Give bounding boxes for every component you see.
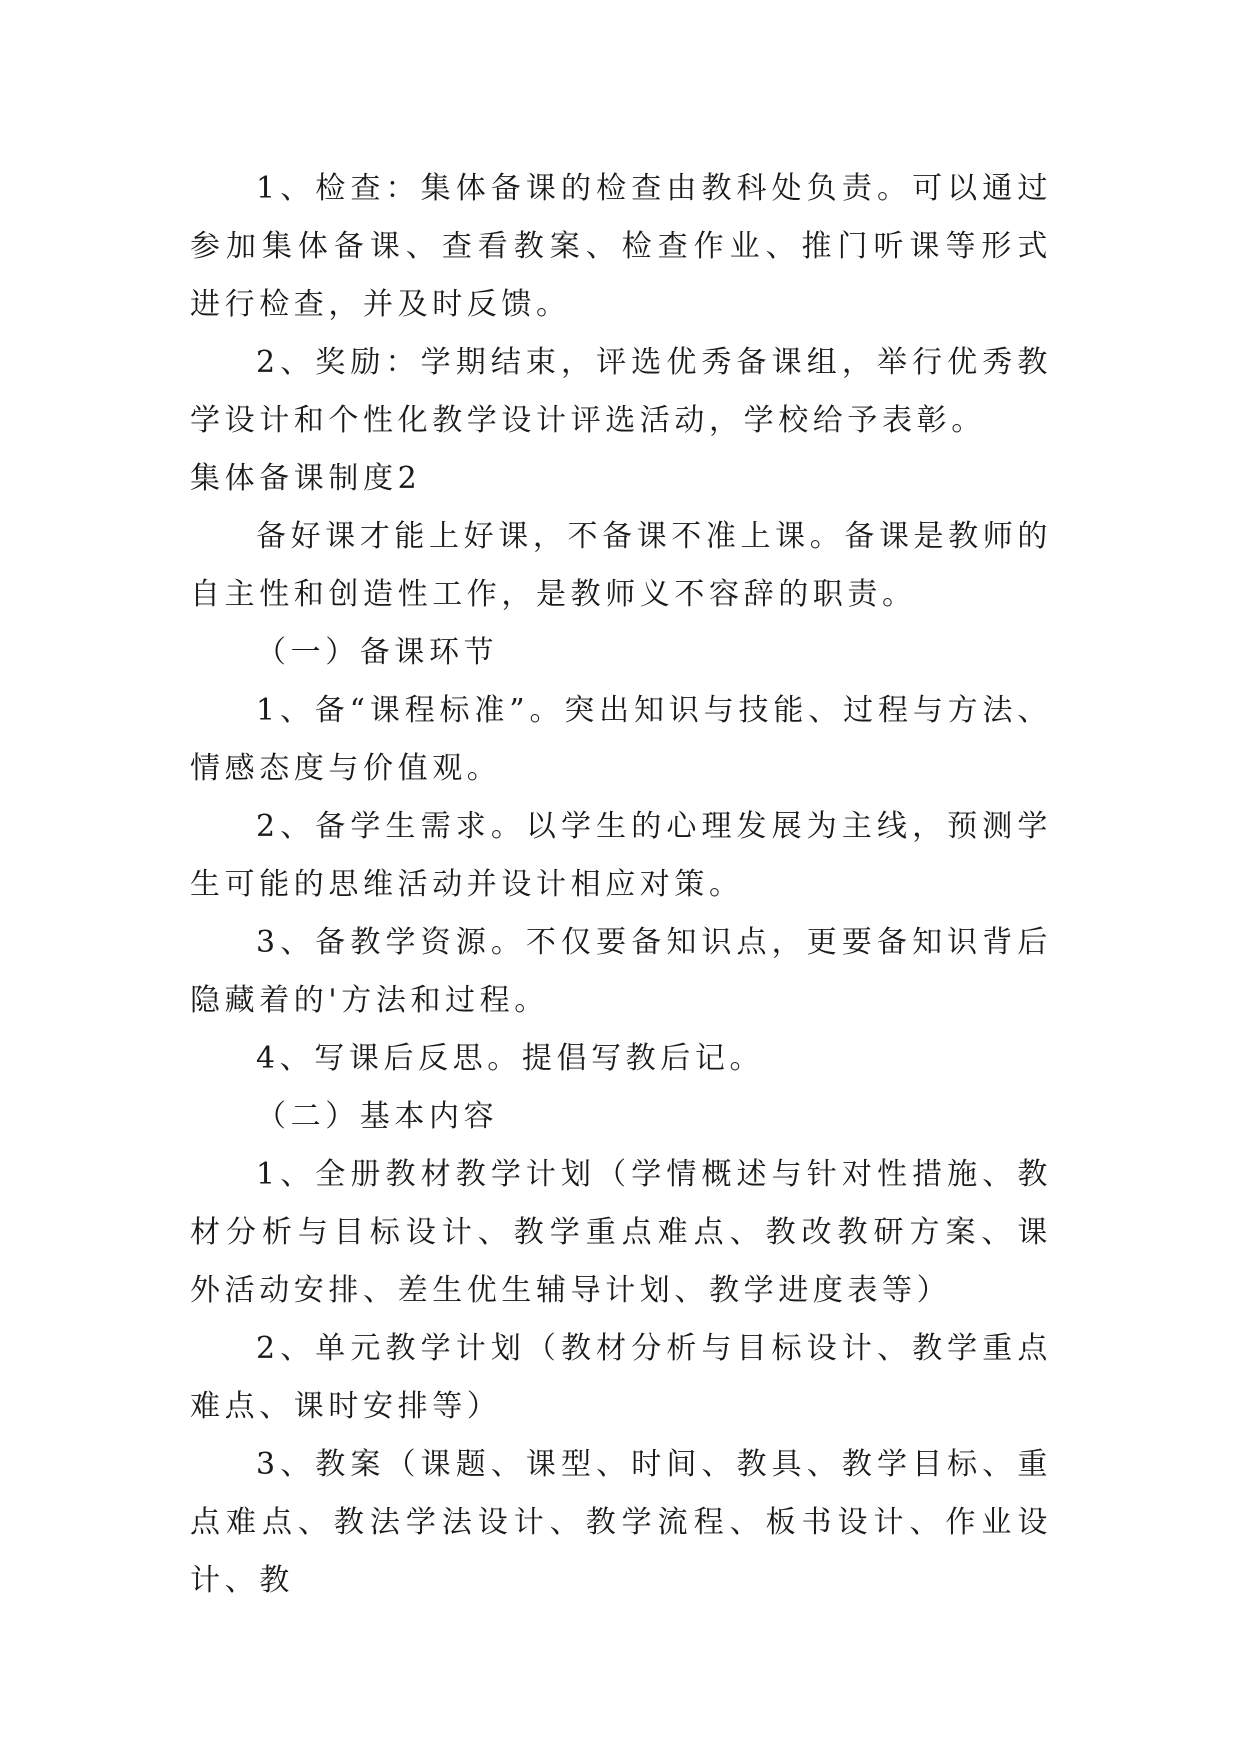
section-title: 集体备课制度2 [190, 461, 422, 496]
paragraph-reward: 2、奖励：学期结束，评选优秀备课组，举行优秀教学设计和个性化教学设计评选活动，学校给予表彰。 [190, 345, 1052, 438]
paragraph-inspection: 1、检查：集体备课的检查由教科处负责。可以通过参加集体备课、查看教案、检查作业、推门听课等形式进行检查，并及时反馈。 [190, 171, 1052, 322]
paragraph-content-1: 1、全册教材教学计划（学情概述与针对性措施、教材分析与目标设计、教学重点难点、教改教研方案、课外活动安排、差生优生辅导计划、教学进度表等） [190, 1157, 1052, 1308]
document-body [190, 160, 1052, 1610]
paragraph-step-2: 2、备学生需求。以学生的心理发展为主线，预测学生可能的思维活动并设计相应对策。 [190, 809, 1052, 902]
paragraph-intro: 备好课才能上好课，不备课不准上课。备课是教师的自主性和创造性工作，是教师义不容辞的职责。 [190, 519, 1052, 612]
paragraph-step-4: 4、写课后反思。提倡写教后记。 [256, 1041, 765, 1076]
paragraph-content-3: 3、教案（课题、课型、时间、教具、教学目标、重点难点、教法学法设计、教学流程、板书设计、作业设计、教 [190, 1447, 1052, 1598]
subheading-preparation-steps: （一）备课环节 [256, 635, 499, 670]
subheading-basic-content: （二）基本内容 [256, 1099, 499, 1134]
paragraph-content-2: 2、单元教学计划（教材分析与目标设计、教学重点难点、课时安排等） [190, 1331, 1052, 1424]
paragraph-step-3: 3、备教学资源。不仅要备知识点，更要备知识背后隐藏着的'方法和过程。 [190, 925, 1052, 1018]
paragraph-step-1: 1、备“课程标准”。突出知识与技能、过程与方法、情感态度与价值观。 [190, 693, 1052, 786]
